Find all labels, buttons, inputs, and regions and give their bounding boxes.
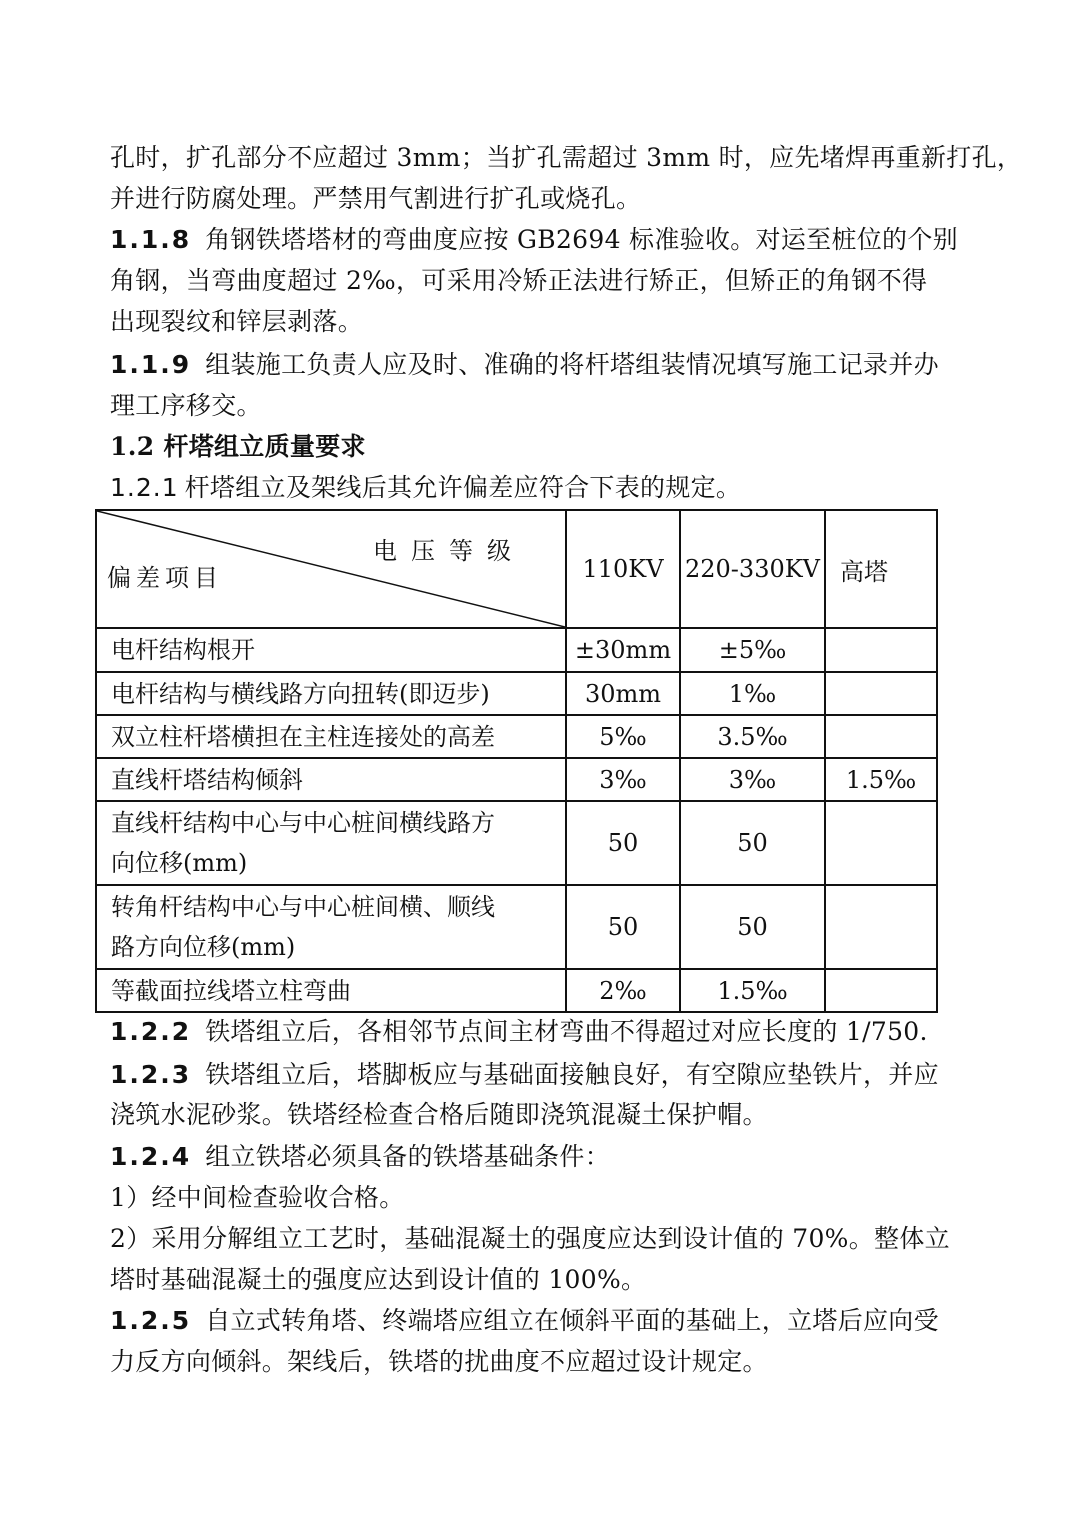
row-item: 等截面拉线塔立柱弯曲 [96,969,566,1012]
column-header-high-tower: 高塔 [825,510,937,628]
value-110kv: 50 [566,885,680,969]
row-item: 电杆结构与横线路方向扭转(即迈步) [96,672,566,715]
value-220-330kv: ±5‰ [680,628,825,672]
clause-number: 1.1.9 [110,350,192,379]
clause-1-2-5: 1.2.5 自立式转角塔、终端塔应组立在倾斜平面的基础上，立塔后应向受 [110,1306,939,1335]
table-row [96,758,937,801]
row-item: 双立柱杆塔横担在主柱连接处的高差 [96,715,566,758]
paragraph-line: 理工序移交。 [110,391,262,420]
deviation-table [95,509,938,1013]
value-high-tower [825,672,937,715]
list-item: 1）经中间检查验收合格。 [110,1183,405,1212]
row-item: 转角杆结构中心与中心桩间横、顺线 路方向位移(mm) [96,885,566,969]
deviation-item-label: 偏差项目 [107,564,223,592]
column-header-110kv: 110KV [566,510,680,628]
value-high-tower [825,801,937,885]
clause-number: 1.2.2 [110,1017,192,1046]
row-item: 直线杆塔结构倾斜 [96,758,566,801]
value-110kv: 5‰ [566,715,680,758]
value-110kv: ±30mm [566,628,680,672]
value-high-tower: 1.5‰ [825,758,937,801]
clause-1-2-4: 1.2.4 组立铁塔必须具备的铁塔基础条件： [110,1142,610,1171]
clause-number: 1.2.3 [110,1060,192,1089]
paragraph-line: 出现裂纹和锌层剥落。 [110,307,364,336]
paragraph-line: 浇筑水泥砂浆。铁塔经检查合格后随即浇筑混凝土保护帽。 [110,1100,768,1129]
paragraph-line: 并进行防腐处理。严禁用气割进行扩孔或烧孔。 [110,184,642,213]
value-110kv: 30mm [566,672,680,715]
value-high-tower [825,715,937,758]
paragraph-line: 塔时基础混凝土的强度应达到设计值的 100%。 [110,1265,647,1294]
column-header-220-330kv: 220-330KV [680,510,825,628]
value-220-330kv: 50 [680,885,825,969]
value-110kv: 50 [566,801,680,885]
clause-number: 1.2.5 [110,1306,192,1335]
table-corner-cell [96,510,566,628]
table-header-row [96,510,937,628]
row-item: 直线杆结构中心与中心桩间横线路方 向位移(mm) [96,801,566,885]
clause-number: 1.1.8 [110,225,192,254]
clause-1-2-1: 1.2.1 杆塔组立及架线后其允许偏差应符合下表的规定。 [110,473,742,502]
paragraph-line: 孔时，扩孔部分不应超过 3mm；当扩孔需超过 3mm 时，应先堵焊再重新打孔， [110,143,1023,172]
clause-number: 1.2.1 [110,473,179,502]
voltage-level-label: 电压等级 [373,537,525,565]
clause-1-1-8: 1.1.8 角钢铁塔塔材的弯曲度应按 GB2694 标准验收。对运至桩位的个别 [110,225,958,254]
value-220-330kv: 50 [680,801,825,885]
value-220-330kv: 3‰ [680,758,825,801]
value-220-330kv: 3.5‰ [680,715,825,758]
value-high-tower [825,969,937,1012]
table-row [96,885,937,969]
section-heading-1-2: 1.2 杆塔组立质量要求 [110,432,366,461]
paragraph-line: 力反方向倾斜。架线后，铁塔的扰曲度不应超过设计规定。 [110,1347,768,1376]
value-220-330kv: 1.5‰ [680,969,825,1012]
table-row [96,628,937,672]
table-row [96,672,937,715]
table-row [96,801,937,885]
paragraph-line: 角钢，当弯曲度超过 2‰，可采用冷矫正法进行矫正，但矫正的角钢不得 [110,266,928,295]
list-item: 2）采用分解组立工艺时，基础混凝土的强度应达到设计值的 70%。整体立 [110,1224,950,1253]
value-220-330kv: 1‰ [680,672,825,715]
clause-1-1-9: 1.1.9 组装施工负责人应及时、准确的将杆塔组装情况填写施工记录并办 [110,350,939,379]
table-row [96,969,937,1012]
value-110kv: 2‰ [566,969,680,1012]
value-high-tower [825,628,937,672]
row-item: 电杆结构根开 [96,628,566,672]
clause-1-2-2: 1.2.2 铁塔组立后，各相邻节点间主材弯曲不得超过对应长度的 1/750. [110,1017,928,1046]
clause-1-2-3: 1.2.3 铁塔组立后，塔脚板应与基础面接触良好，有空隙应垫铁片，并应 [110,1060,939,1089]
clause-number: 1.2.4 [110,1142,192,1171]
table-row [96,715,937,758]
value-high-tower [825,885,937,969]
value-110kv: 3‰ [566,758,680,801]
